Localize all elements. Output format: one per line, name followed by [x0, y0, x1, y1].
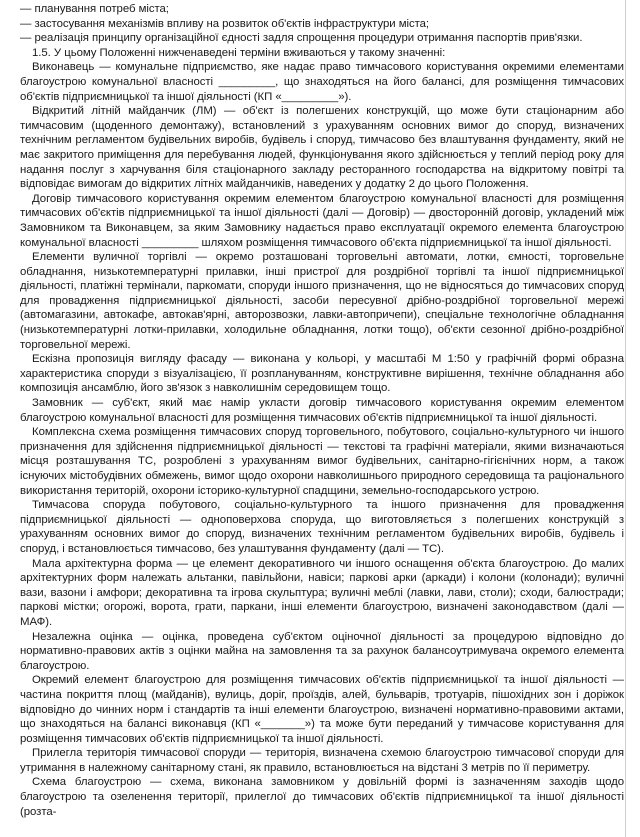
regulation-text: [20, 2, 624, 819]
definition-improvement-scheme: Схема благоустрою — схема, виконана замовником у довільній формі із зазначенням заходів щодо благоустрою та озеленення території, прилеглої до тимчасових об'єктів підприємницької та іншої діяльності (розта-: [20, 776, 624, 818]
definition-adjacent-territory: Прилегла територія тимчасової споруди — територія, визначена схемою благоустрою тимчасової споруди для утримання в належному санітарному стані, як правило, встановлюється на відстані 3 метрів по її периметру.: [20, 747, 624, 774]
definition-temporary-structure: Тимчасова споруда побутового, соціально-культурного та іншого призначення для провадження підприємницької діяльності — одноповерхова споруда, що виготовляється з полегшених конструкцій з урахуванням основних вимог до споруд, визначених технічним регламентом будівельних виробів, будівель і споруд, і встановлюється тимчасово, без улаштування фундаменту (далі — ТС).: [20, 499, 624, 555]
definition-comprehensive-scheme: Комплексна схема розміщення тимчасових споруд торговельного, побутового, соціально-культурного чи іншого призначення для здійснення підприємницької діяльності — текстові та графічні матеріали, якими визначаються місця розташування ТС, розроблені з урахуванням вимог будівельних, санітарно-гігієнічних норм, а також існуючих містобудівних обмежень, вимог щодо охорони навколишнього природного середовища та раціонального використання територій, охорони історико-культурної спадщини, земельно-господарського устрою.: [20, 426, 624, 497]
definition-street-trade-elements: Елементи вуличної торгівлі — окремо розташовані торговельні автомати, лотки, ємності, торговельне обладнання, низькотемпературні прилавки, інші пристрої для роздрібної торгівлі та іншої підприємницької діяльності, платіжні термінали, паркомати, споруди іншого призначення, що не відносяться до тимчасових споруд для провадження підприємницької діяльності, засоби пересувної дрібно-роздрібної торговельної мережі (автомагазини, автокафе, автокав'ярні, авторозвозки, лавки-автопричепи), спеціальне технологічне обладнання (низькотемпературні лотки-прилавки, холодильне обладнання, лотки тощо), об'єкти сезонної дрібно-роздрібної торговельної мережі.: [20, 251, 624, 351]
list-item: — застосування механізмів впливу на розвиток об'єктів інфраструктури міста;: [20, 17, 430, 30]
definition-separate-improvement-element: Окремий елемент благоустрою для розміщення тимчасових об'єктів підприємницької та іншої діяльності — частина покриття площ (майданів), вулиць, доріг, проїздів, алей, бульварів, тротуарів, пішохідних зон і доріжок відповідно до чинних норм і стандартів та інші елементи благоустрою, визначені нормативно-правовими актами, що знаходяться на балансі виконавця (КП «_______») та може бути переданий у тимчасове користування для розміщення тимчасових об'єктів підприємницької та іншої діяльності.: [20, 674, 624, 745]
definition-executor: Виконавець — комунальне підприємство, яке надає право тимчасового користування окремими елементами благоустрою комунальної власності _________, що знаходяться на його балансі, для розміщення тимчасових об'єктів підприємницької та іншої діяльності (КП «_________»).: [20, 61, 624, 103]
definition-small-architectural-form: Мала архітектурна форма — це елемент декоративного чи іншого оснащення об'єкта благоустрою. До малих архітектурних форм належать альтанки, павільйони, навіси; паркові арки (аркади) і колони (колонади); вуличні вази, вазони і амфори; декоративна та ігрова скульптура; вуличні меблі (лавки, лави, столи); сходи, балюстради; паркові містки; огорожі, ворота, грати, паркани, інші елементи благоустрою, визначені законодавством (далі — МАФ).: [20, 557, 624, 628]
definition-facade-sketch: Ескізна пропозиція вигляду фасаду — виконана у кольорі, у масштабі М 1:50 у графічній формі образна характеристика споруди з візуалізацією, її розплануванням, конструктивне вирішення, технічне обладнання або композиція ансамблю, його зв'язок з навколишнім середовищем тощо.: [20, 353, 624, 395]
section-intro-paragraph: 1.5. У цьому Положенні нижченаведені терміни вживаються у такому значенні:: [32, 46, 446, 59]
definition-open-summer-terrace: Відкритий літній майданчик (ЛМ) — об'єкт із полегшених конструкцій, що може бути стаціонарним або тимчасовим (щоденного демонтажу), встановлений з урахуванням основних вимог до споруд, визначених технічним регламентом будівельних виробів, будівель і споруд, тимчасово без влаштування фундаменту, який не має закритого приміщення для перебування людей, функціонування якого здійснюється у теплий період року для надання послуг з харчування біля стаціонарного закладу ресторанного господарства на відкритому повітрі та відповідає вимогам до відкритих літніх майданчиків, наведених у додатку 2 до цього Положення.: [20, 105, 624, 191]
definition-customer: Замовник — суб'єкт, який має намір укласти договір тимчасового користування окремим елементом благоустрою комунальної власності для розміщення тимчасових об'єктів підприємницької та іншої діяльності.: [20, 397, 624, 424]
list-item: — реалізація принципу організаційної єдності задля спрощення процедури отримання паспортів прив'язки.: [20, 32, 583, 45]
list-item: — планування потреб міста;: [20, 3, 169, 15]
definition-temporary-use-agreement: Договір тимчасового користування окремим елементом благоустрою комунальної власності для розміщення тимчасових об'єктів підприємницької та іншої діяльності (далі — Договір) — двосторонній договір, укладений між Замовником та Виконавцем, за яким Замовнику надається право експлуатації окремого елемента благоустрою комунальної власності _________ шляхом розміщення тимчасового об'єкта підприємницької та іншої діяльності.: [20, 192, 624, 249]
page-edge-rule: [625, 0, 626, 837]
definition-independent-valuation: Незалежна оцінка — оцінка, проведена суб'єктом оціночної діяльності за процедурою відповідно до нормативно-правових актів з оцінки майна на замовлення та за рахунок балансоутримувача окремого елемента благоустрою.: [20, 630, 624, 672]
